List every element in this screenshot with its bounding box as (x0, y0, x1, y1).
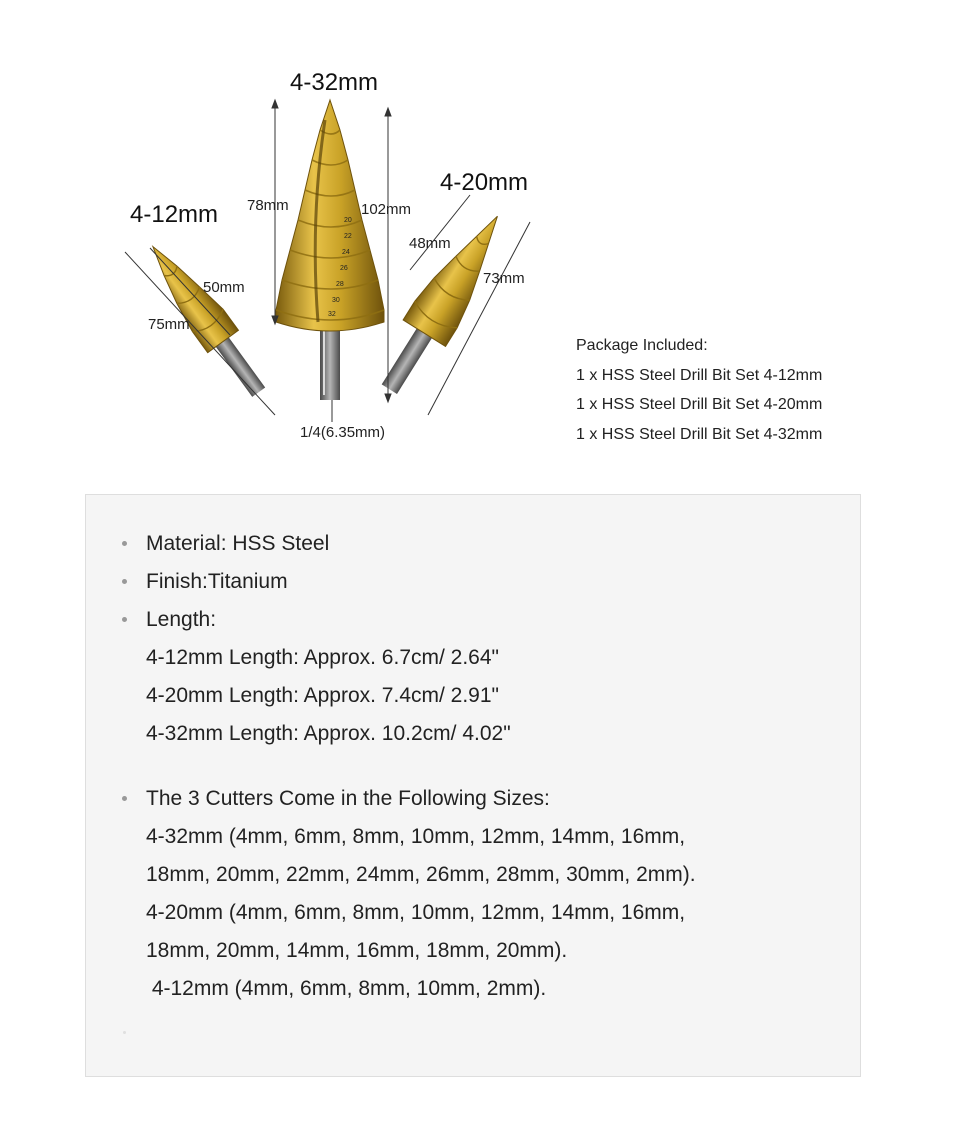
package-heading: Package Included: (576, 337, 708, 354)
spec-list (146, 525, 846, 1008)
spec-sizes-heading: The 3 Cutters Come in the Following Sizes: (146, 787, 550, 810)
spec-sizes-line: 18mm, 20mm, 22mm, 24mm, 26mm, 28mm, 30mm, 2mm). (146, 863, 696, 886)
spec-length-line: 4-32mm Length: Approx. 10.2cm/ 4.02" (146, 722, 511, 745)
step-number: 22 (344, 233, 352, 240)
spec-finish (146, 563, 846, 601)
spec-sizes (146, 780, 846, 1008)
dim-label-50mm: 50mm (203, 279, 245, 296)
hex-shank (382, 328, 432, 394)
drill-bit-4-20mm (368, 203, 519, 402)
spec-sizes-line: 18mm, 20mm, 14mm, 16mm, 18mm, 20mm). (146, 939, 568, 962)
spec-length (146, 601, 846, 753)
size-label-4-20mm: 4-20mm (440, 169, 529, 196)
drill-bit-4-32mm (276, 100, 384, 400)
step-number: 32 (328, 311, 336, 318)
size-label-4-12mm: 4-12mm (130, 201, 219, 228)
spec-material (146, 525, 846, 563)
spec-sizes-line: 4-12mm (4mm, 6mm, 8mm, 10mm, 2mm). (146, 977, 547, 1000)
spec-sizes-line: 4-20mm (4mm, 6mm, 8mm, 10mm, 12mm, 14mm, 16mm, (146, 901, 686, 924)
dim-label-78mm: 78mm (247, 197, 289, 214)
spec-box (85, 494, 861, 1077)
drill-bit-illustration (110, 60, 560, 460)
step-number: 20 (344, 217, 352, 224)
bullet-icon (122, 796, 127, 801)
step-number: 24 (342, 249, 350, 256)
size-label-4-32mm: 4-32mm (290, 69, 379, 96)
package-item: 1 x HSS Steel Drill Bit Set 4-32mm (576, 425, 823, 443)
spec-length-line: 4-20mm Length: Approx. 7.4cm/ 2.91" (146, 684, 499, 707)
product-image (110, 60, 560, 460)
dim-label-48mm: 48mm (409, 235, 451, 252)
spec-material-text: Material: HSS Steel (146, 532, 330, 555)
step-number: 30 (332, 297, 340, 304)
dim-label-shank: 1/4(6.35mm) (300, 424, 386, 441)
bullet-icon (122, 617, 127, 622)
package-included (576, 331, 916, 449)
bullet-icon (122, 579, 127, 584)
bullet-icon (122, 541, 127, 546)
spec-length-line: 4-12mm Length: Approx. 6.7cm/ 2.64" (146, 646, 499, 669)
package-item: 1 x HSS Steel Drill Bit Set 4-20mm (576, 396, 823, 413)
spec-sizes-line: 4-32mm (4mm, 6mm, 8mm, 10mm, 12mm, 14mm, 16mm, (146, 825, 686, 848)
package-item: 1 x HSS Steel Drill Bit Set 4-12mm (576, 366, 823, 384)
spacer (146, 753, 846, 780)
dim-label-102mm: 102mm (361, 201, 412, 218)
step-number: 28 (336, 281, 344, 288)
hex-shank (216, 337, 265, 397)
dim-label-73mm: 73mm (483, 270, 525, 287)
bullet-icon (123, 1031, 126, 1034)
dim-label-75mm: 75mm (148, 316, 190, 333)
spec-length-heading: Length: (146, 608, 217, 631)
step-number: 26 (340, 265, 348, 272)
spec-finish-text: Finish:Titanium (146, 570, 288, 593)
